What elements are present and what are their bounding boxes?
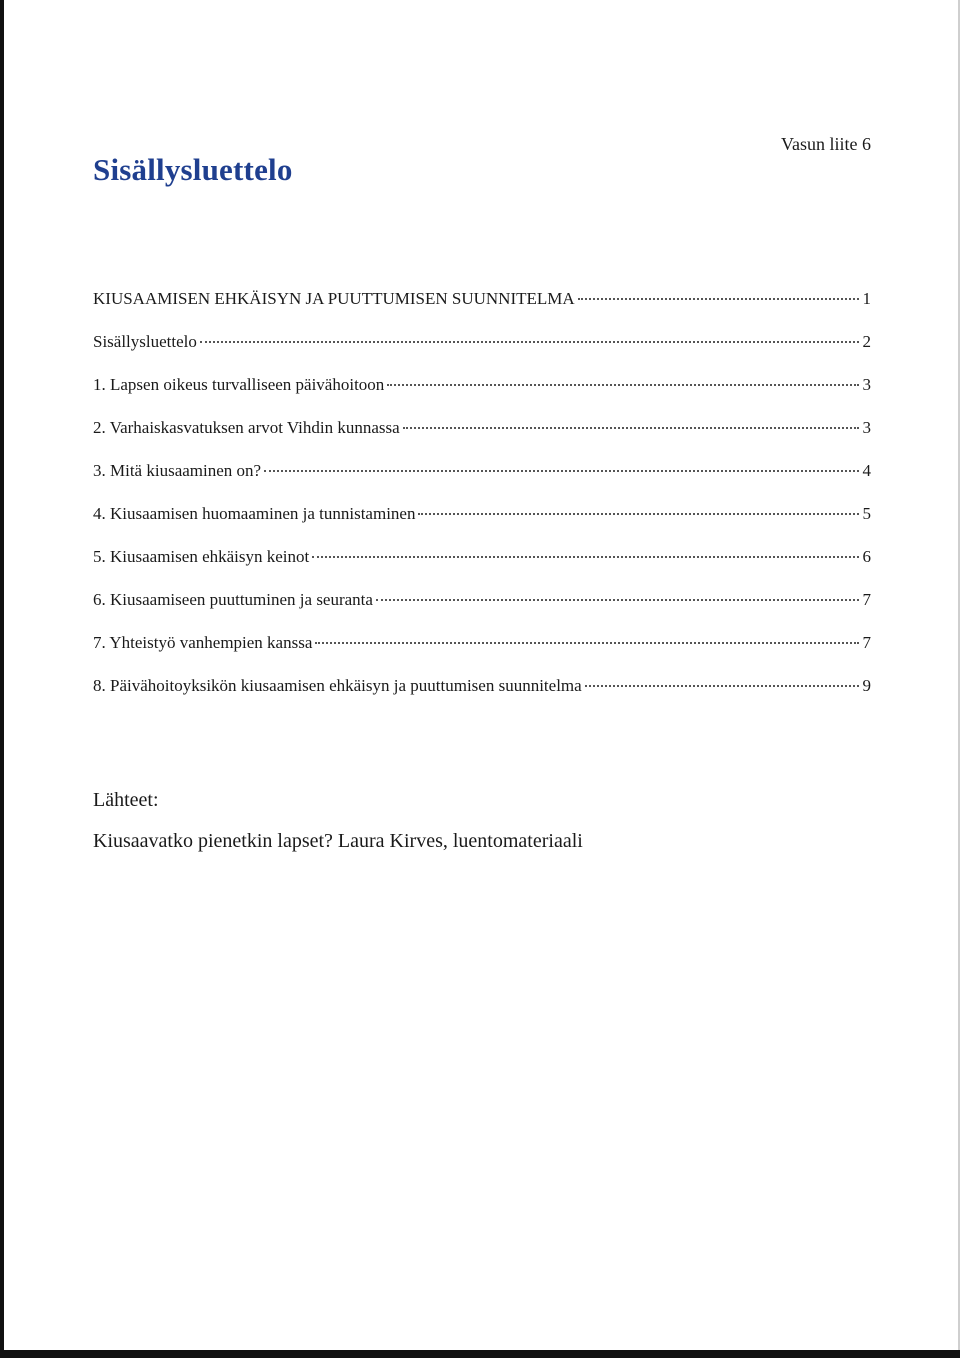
toc-dot-leader: [200, 341, 859, 343]
source-reference: Kiusaavatko pienetkin lapset? Laura Kirves, luentomateriaali: [93, 830, 583, 852]
toc-entry: [93, 374, 871, 395]
toc-entry-label: 3. Mitä kiusaaminen on?: [93, 461, 262, 480]
toc-entry: [93, 288, 871, 309]
toc-dot-leader: [387, 384, 859, 386]
toc-entry-page: 5: [862, 504, 871, 523]
attachment-note: Vasun liite 6: [781, 134, 871, 154]
toc-entry-page: 3: [862, 418, 871, 437]
sources-heading: Lähteet:: [93, 789, 159, 811]
toc-entry: [93, 546, 871, 567]
toc-dot-leader: [585, 685, 859, 687]
toc-entry: [93, 675, 871, 696]
toc-entry: [93, 589, 871, 610]
toc-dot-leader: [418, 513, 859, 515]
toc-entry-page: 2: [862, 332, 871, 351]
toc-entry-page: 4: [862, 461, 871, 480]
toc-entry: [93, 632, 871, 653]
toc-entry-page: 1: [862, 289, 871, 308]
toc-dot-leader: [403, 427, 859, 429]
toc-dot-leader: [312, 556, 859, 558]
toc-entry-page: 7: [862, 590, 871, 609]
toc-entry-label: KIUSAAMISEN EHKÄISYN JA PUUTTUMISEN SUUNNITELMA: [93, 289, 575, 308]
scan-edge-left: [0, 0, 4, 1358]
toc-entry: [93, 503, 871, 524]
page-title: Sisällysluettelo: [93, 152, 293, 187]
toc-entry-label: 8. Päivähoitoyksikön kiusaamisen ehkäisyn ja puuttumisen suunnitelma: [93, 676, 582, 695]
toc-entry-label: Sisällysluettelo: [93, 332, 197, 351]
toc-entry-label: 2. Varhaiskasvatuksen arvot Vihdin kunnassa: [93, 418, 400, 437]
toc-entry-page: 6: [862, 547, 871, 566]
toc-dot-leader: [264, 470, 859, 472]
toc-entry-label: 7. Yhteistyö vanhempien kanssa: [93, 633, 313, 652]
toc-dot-leader: [578, 298, 859, 300]
scan-edge-bottom: [0, 1350, 960, 1358]
toc-entry-page: 9: [862, 676, 871, 695]
toc-entry: [93, 331, 871, 352]
toc-dot-leader: [315, 642, 859, 644]
toc-entry: [93, 417, 871, 438]
toc-entry-page: 3: [862, 375, 871, 394]
toc-entry-label: 4. Kiusaamisen huomaaminen ja tunnistaminen: [93, 504, 416, 523]
toc-entry-page: 7: [862, 633, 871, 652]
toc-dot-leader: [376, 599, 859, 601]
toc-entry-label: 6. Kiusaamiseen puuttuminen ja seuranta: [93, 590, 373, 609]
toc-entry-label: 5. Kiusaamisen ehkäisyn keinot: [93, 547, 310, 566]
table-of-contents: [93, 288, 871, 718]
toc-entry: [93, 460, 871, 481]
toc-entry-label: 1. Lapsen oikeus turvalliseen päivähoitoon: [93, 375, 385, 394]
